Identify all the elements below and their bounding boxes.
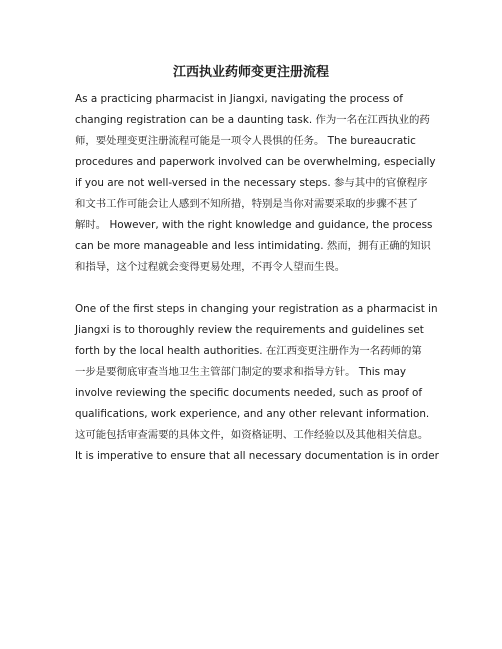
document-title: 江西执业药师变更注册流程 bbox=[172, 65, 329, 80]
text-line: As a practicing pharmacist in Jiangxi, navigating the process of bbox=[75, 93, 403, 105]
text-line: changing registration can be a daunting task. 作为一名在江西执业的药 bbox=[75, 114, 430, 126]
text-line: 师，要处理变更注册流程可能是一项令人畏惧的任务。 The bureaucratic bbox=[75, 135, 416, 147]
text-line: Jiangxi is to thoroughly review the requirements and guidelines set bbox=[75, 324, 424, 336]
text-line: can be more manageable and less intimidating. 然而，拥有正确的知识 bbox=[75, 240, 431, 252]
text-line: It is imperative to ensure that all necessary documentation is in order bbox=[75, 450, 439, 462]
text-line: procedures and paperwork involved can be overwhelming, especially bbox=[75, 156, 436, 168]
text-line: if you are not well-versed in the necessary steps. 参与其中的官僚程序 bbox=[75, 177, 428, 189]
text-line: forth by the local health authorities. 在江西变更注册作为一名药师的第 bbox=[75, 345, 422, 357]
text-line: 这可能包括审查需要的具体文件，如资格证明、工作经验以及其他相关信息。 bbox=[75, 429, 429, 441]
text-line: 一步是要彻底审查当地卫生主管部门制定的要求和指导方针。 This may bbox=[75, 366, 407, 378]
text-line: 解时。 However, with the right knowledge and guidance, the process bbox=[75, 219, 433, 231]
text-line: 和指导，这个过程就会变得更易处理，不再令人望而生畏。 bbox=[75, 261, 346, 273]
text-line: One of the first steps in changing your registration as a pharmacist in bbox=[75, 303, 438, 315]
text-line: 和文书工作可能会让人感到不知所措，特别是当你对需要采取的步骤不甚了 bbox=[75, 198, 418, 210]
text-line: involve reviewing the specific documents needed, such as proof of bbox=[75, 387, 423, 399]
text-line: qualifications, work experience, and any other relevant information. bbox=[75, 408, 430, 420]
